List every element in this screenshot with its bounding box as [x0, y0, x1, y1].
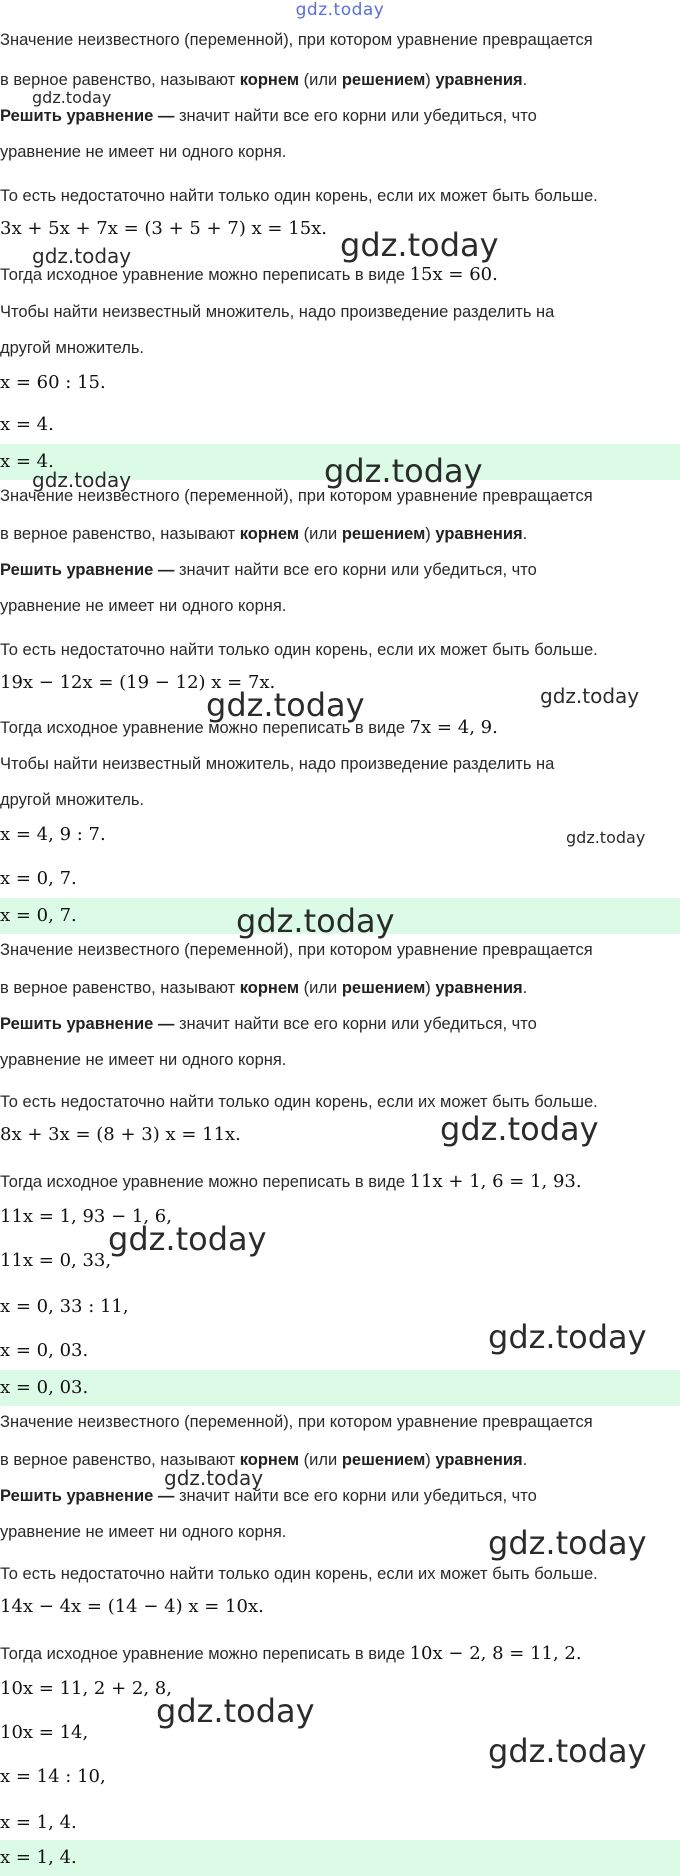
watermark: gdz.today	[324, 452, 483, 490]
theory-definition-line-1: Значение неизвестного (переменной), при котором уравнение превращается	[0, 941, 593, 959]
answer: x = 0, 7.	[0, 905, 77, 926]
answer: x = 1, 4.	[0, 1847, 77, 1868]
multiplier-rule-line-2: другой множитель.	[0, 791, 145, 809]
top-watermark: gdz.today	[295, 0, 385, 20]
theory-solve-line-2: уравнение не имеет ни одного корня.	[0, 597, 287, 615]
theory-note: То есть недостаточно найти только один корень, если их может быть больше.	[0, 641, 598, 659]
answer-bar	[0, 1370, 680, 1406]
step-2: x = 0, 7.	[0, 868, 77, 889]
watermark: gdz.today	[540, 684, 640, 708]
watermark: gdz.today	[488, 1318, 647, 1356]
theory-solve-line-1: Решить уравнение — значит найти все его корни или убедиться, что	[0, 1487, 537, 1505]
combine-terms: 19x − 12x = (19 − 12) x = 7x.	[0, 672, 276, 693]
theory-note: То есть недостаточно найти только один корень, если их может быть больше.	[0, 187, 598, 205]
combine-terms: 14x − 4x = (14 − 4) x = 10x.	[0, 1596, 264, 1617]
theory-note: То есть недостаточно найти только один корень, если их может быть больше.	[0, 1093, 598, 1111]
watermark: gdz.today	[488, 1524, 647, 1562]
step-3: x = 0, 33 : 11,	[0, 1296, 129, 1317]
step-2: 11x = 0, 33,	[0, 1250, 112, 1271]
rewrite-line: Тогда исходное уравнение можно переписать в виде 11x + 1, 6 = 1, 93.	[0, 1171, 582, 1192]
watermark: gdz.today	[156, 1692, 315, 1730]
watermark: gdz.today	[108, 1220, 267, 1258]
theory-note: То есть недостаточно найти только один корень, если их может быть больше.	[0, 1565, 598, 1583]
theory-definition-line-1: Значение неизвестного (переменной), при котором уравнение превращается	[0, 31, 593, 49]
theory-definition-line-2: в верное равенство, называют корнем (или решением) уравнения.	[0, 525, 528, 543]
multiplier-rule-line-1: Чтобы найти неизвестный множитель, надо произведение разделить на	[0, 303, 555, 321]
answer: x = 0, 03.	[0, 1377, 89, 1398]
watermark: gdz.today	[340, 226, 499, 264]
step-4: x = 0, 03.	[0, 1340, 89, 1361]
theory-definition-line-1: Значение неизвестного (переменной), при котором уравнение превращается	[0, 1413, 593, 1431]
step-1: x = 4, 9 : 7.	[0, 824, 106, 845]
step-2: x = 4.	[0, 414, 54, 435]
theory-definition-line-1: Значение неизвестного (переменной), при котором уравнение превращается	[0, 487, 593, 505]
theory-solve-line-1: Решить уравнение — значит найти все его корни или убедиться, что	[0, 561, 537, 579]
theory-solve-line-1: Решить уравнение — значит найти все его корни или убедиться, что	[0, 107, 537, 125]
watermark: gdz.today	[440, 1110, 599, 1148]
theory-solve-line-2: уравнение не имеет ни одного корня.	[0, 1523, 287, 1541]
rewrite-line: Тогда исходное уравнение можно переписать в виде 15x = 60.	[0, 264, 498, 285]
combine-terms: 3x + 5x + 7x = (3 + 5 + 7) x = 15x.	[0, 218, 328, 239]
watermark: gdz.today	[488, 1732, 647, 1770]
multiplier-rule-line-1: Чтобы найти неизвестный множитель, надо произведение разделить на	[0, 755, 555, 773]
watermark: gdz.today	[236, 902, 395, 940]
theory-solve-line-2: уравнение не имеет ни одного корня.	[0, 143, 287, 161]
step-1: 10x = 11, 2 + 2, 8,	[0, 1678, 172, 1699]
rewrite-line: Тогда исходное уравнение можно переписать в виде 7x = 4, 9.	[0, 717, 498, 738]
theory-solve-line-2: уравнение не имеет ни одного корня.	[0, 1051, 287, 1069]
multiplier-rule-line-2: другой множитель.	[0, 339, 145, 357]
step-1: 11x = 1, 93 − 1, 6,	[0, 1206, 172, 1227]
theory-solve-line-1: Решить уравнение — значит найти все его корни или убедиться, что	[0, 1015, 537, 1033]
theory-definition-line-2: в верное равенство, называют корнем (или решением) уравнения.	[0, 71, 528, 89]
watermark: gdz.today	[566, 828, 646, 847]
watermark: gdz.today	[32, 468, 132, 492]
step-3: x = 14 : 10,	[0, 1766, 106, 1787]
answer-bar	[0, 1840, 680, 1876]
step-1: x = 60 : 15.	[0, 372, 106, 393]
rewrite-line: Тогда исходное уравнение можно переписать в виде 10x − 2, 8 = 11, 2.	[0, 1643, 582, 1664]
theory-definition-line-2: в верное равенство, называют корнем (или решением) уравнения.	[0, 1451, 528, 1469]
combine-terms: 8x + 3x = (8 + 3) x = 11x.	[0, 1124, 241, 1145]
theory-definition-line-2: в верное равенство, называют корнем (или решением) уравнения.	[0, 979, 528, 997]
step-4: x = 1, 4.	[0, 1812, 77, 1833]
answer: x = 4.	[0, 451, 54, 472]
watermark: gdz.today	[32, 88, 112, 107]
watermark: gdz.today	[32, 244, 132, 268]
step-2: 10x = 14,	[0, 1722, 89, 1743]
watermark: gdz.today	[164, 1466, 264, 1490]
watermark: gdz.today	[206, 686, 365, 724]
